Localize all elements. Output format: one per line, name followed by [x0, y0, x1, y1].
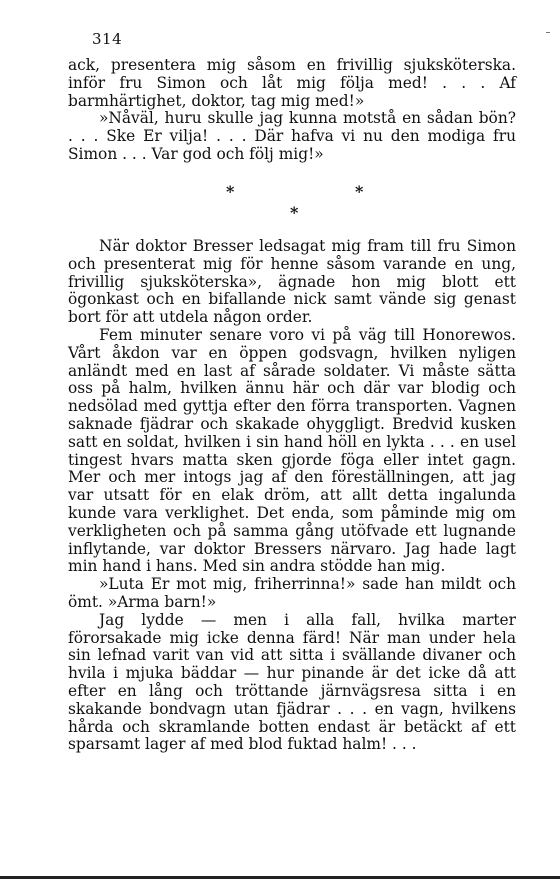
- section-break-star-right: *: [355, 182, 364, 201]
- section-break-star-center: *: [290, 203, 299, 222]
- paragraph: När doktor Bresser ledsagat mig fram till fru Simon och presenterat mig för henne såsom varande en ung, frivillig sjuksköterska», ägnade hon mig blott ett ögonkast och en bifallande nick samt vände sig genast bort för att utdela någon order.: [68, 237, 516, 327]
- page-number: 314: [92, 30, 123, 48]
- top-text-block: [68, 57, 516, 164]
- paragraph: »Luta Er mot mig, friherrinna!» sade han mildt och ömt. »Arma barn!»: [68, 575, 516, 611]
- paragraph: Fem minuter senare voro vi på väg till Honorewos. Vårt åkdon var en öppen godsvagn, hvilken nyligen anländt med en last af sårade soldater. Vi måste sätta oss på halm, hvilken ännu här och där var blodig och nedsölad med gyttja efter den förra transporten. Vagnen saknade fjädrar och skakade ohyggligt. Bredvid kusken satt en soldat, hvilken i sin hand höll en lykta . . . en usel tingest hvars matta sken gjorde föga eller intet gagn. Mer och mer intogs jag af den föreställningen, att jag var utsatt för en elak dröm, att allt detta ingalunda kunde vara verklighet. Det enda, som påminde mig om verkligheten och på samma gång utöfvade ett lugnande inflytande, var doktor Bressers närvaro. Jag hade lagt min hand i hans. Med sin andra stödde han mig.: [68, 325, 516, 576]
- paragraph: Jag lydde — men i alla fall, hvilka marter förorsakade mig icke denna färd! När man under hela sin lefnad varit van vid att sitta i svällande divaner och hvila i mjuka bäddar — hur pinande är det icke då att efter en lång och tröttande järnvägsresa sitta i en skakande bondvagn utan fjädrar . . . en vagn, hvilkens hårda och skramlande botten endast är betäckt af ett sparsamt lager af med blod fuktad halm! . . .: [68, 610, 516, 754]
- corner-mark: [546, 32, 550, 33]
- main-text-block: [68, 238, 516, 754]
- paragraph: ack, presentera mig såsom en frivillig sjuksköterska. inför fru Simon och låt mig följa med! . . . Af barmhärtighet, doktor, tag mig med!»: [68, 56, 516, 110]
- section-break-star-left: *: [226, 182, 235, 201]
- paragraph: »Nåväl, huru skulle jag kunna motstå en sådan bön? . . . Ske Er vilja! . . . Där hafva vi nu den modiga fru Simon . . . Var god och följ mig!»: [68, 109, 516, 163]
